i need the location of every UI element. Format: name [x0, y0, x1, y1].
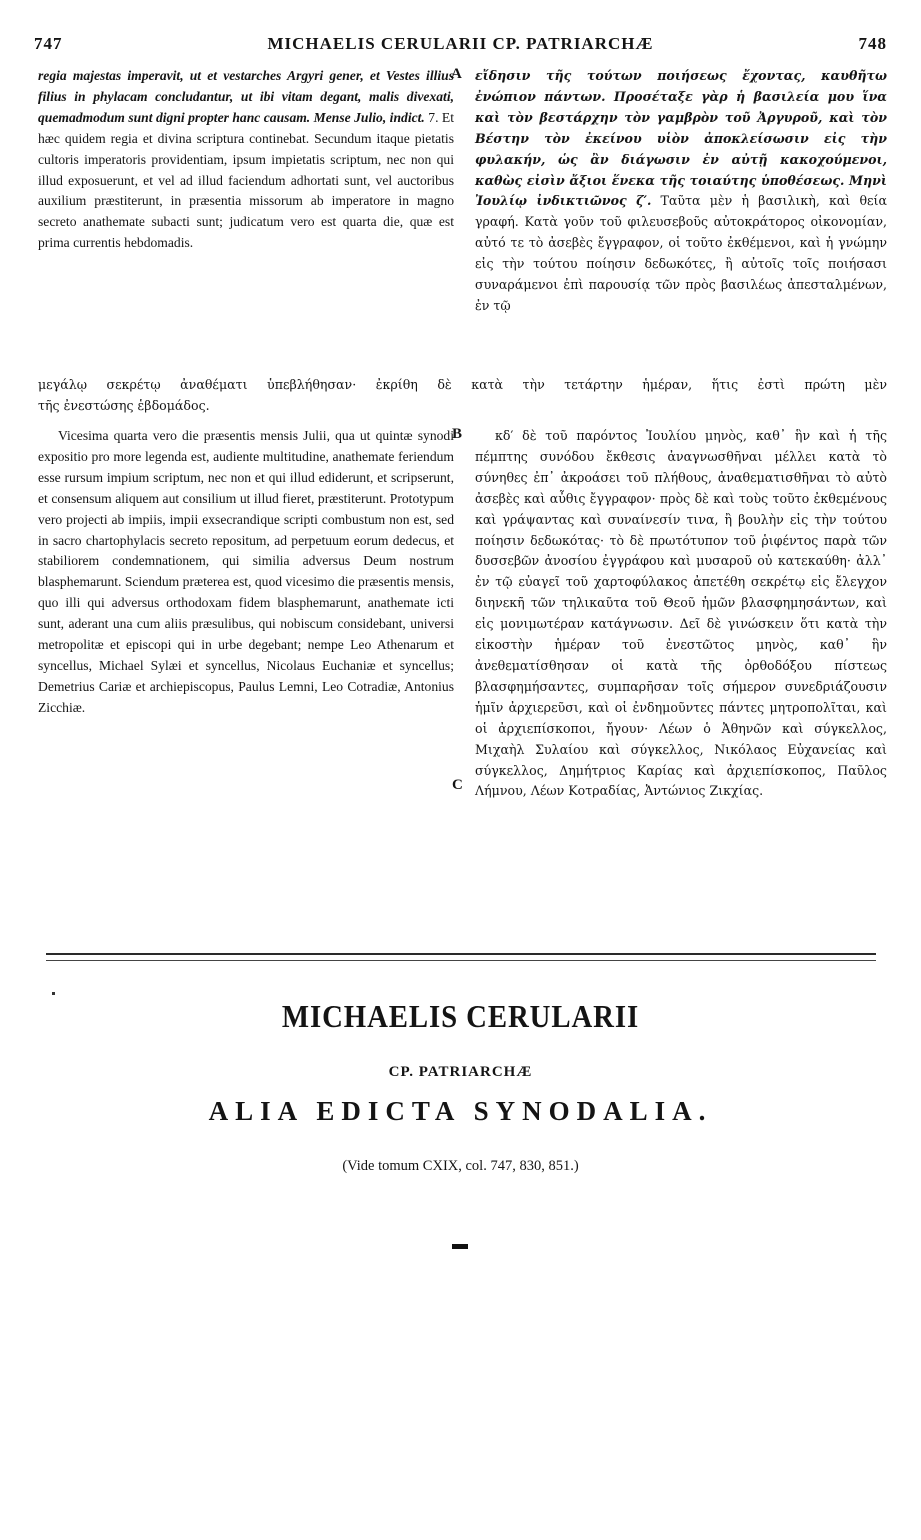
latin-paragraph-1	[38, 66, 454, 254]
greek-paragraph-1	[475, 66, 887, 317]
latin-roman-text: 7. Et hæc quidem regia et divina scriptura continebat. Secundum itaque pietatis cultoris imperatoris providentiam, ipsum impietatis scriptum, nec non qui illud exposuerunt, et vel ad illud faciendum adhortati sunt, vel auctoribus auxilium præstiterunt, in præsentia missorum ab imperatore in magno secreto anathemate subacti sunt; judicatum vero est quarta die, quæ est prima currentis hebdomadis.	[38, 109, 454, 251]
running-header	[34, 34, 887, 60]
section-marker-a: A	[451, 66, 462, 82]
ink-speck	[52, 992, 55, 995]
greek-spanning-text: μεγάλῳ σεκρέτῳ ἀναθέματι ὑπεβλήθησαν· ἐκρίθη δὲ κατὰ τὴν τετάρτην ἡμέραν, ἥτις ἐστὶ πρώτη μὲν	[38, 377, 887, 392]
section-heading: ALIA EDICTA SYNODALIA.	[208, 1096, 713, 1126]
page-number-left: 747	[34, 34, 63, 53]
section-divider-rule	[46, 953, 876, 955]
greek-paragraph-2: κδ′ δὲ τοῦ παρόντος Ἰουλίου μηνὸς, καθ᾽ ἣν καὶ ἡ τῆς πέμπτης συνόδου ἔκθεσις ἀναγνωσθῆναι μέλλει κατὰ τὸ σύνηθες ἐπ᾽ ἀκροάσει τοῦ πλήθους, ἀναθεματισθῆναι τὸ αὐτὸ ἀσεβὲς καὶ αὖθις ἔγγραφον· πρὸς δὲ καὶ τοὺς τοῦτο ἐκθεμένους καὶ γράψαντας καὶ συναίνεσίν τινα, ἢ βουλὴν εἰς τὴν τούτου ποίησιν δεδωκότας· τὸ δὲ πρωτότυπον τοῦ ῥιφέντος παρὰ τῶν δυσσεβῶν ἀνοσίου ἐγγράφου καὶ μυσαροῦ οὐ κατεκαύθη· ἀλλ᾽ ἐν τῷ εὐαγεῖ τοῦ χαρτοφύλακος ἀπετέθη σεκρέτῳ εἰς ἔλεγχον διηνεκῆ τῶν τηλικαῦτα τοῦ Θεοῦ ἡμῶν βλασφημησάντων, καὶ εἰς μονιμωτέραν κατάγνωσιν. Δεῖ δὲ γινώσκειν ὅτι κατὰ τὴν εἰκοστὴν ἡμέραν τοῦ ἐνεστῶτος μηνὸς, καθ᾽ ἣν ἀνεθεματίσθησαν οἱ κατὰ τῆς ὀρθοδόξου πίστεως βλασφημήσαντες, συμπαρῆσαν τοῖς σήμερον συνεδριάζουσιν ἡμῖν ἀρχιερεῦσι, καὶ οἱ ἐνδημοῦντες πάντες μητροπολῖται, καὶ οἱ ἀρχιεπίσκοποι, ἤγουν· Λέων ὁ Ἀθηνῶν καὶ σύγκελλος, Μιχαὴλ Συλαίου καὶ σύγκελλος, Νικόλαος Εὐχανείας καὶ σύγκελλος, Δημήτριος Καρίας καὶ ἀρχιεπίσκοπος, Παῦλος Λήμνου, Λέων Κοτραδίας, Ἀντώνιος Ζικχίας.	[475, 428, 887, 799]
section-note: (Vide tomum CXIX, col. 747, 830, 851.)	[342, 1158, 579, 1174]
section-title: MICHAELIS CERULARII	[281, 998, 640, 1034]
latin-paragraph-2: Vicesima quarta vero die præsentis mensis Julii, qua ut quintæ synodi expositio pro more legenda est, audiente multitudine, anathemate feriendum esse rursum impium scriptum, nec non et qui illud ediderunt, et scripserunt, et consensum aliquem aut consilium ut illud fieret, præstiterunt. Prototypum vero projecti ab impiis, impii exsecrandique scripti combustum non est, sed in sacro chartophylacis secreto repositum, ad perpetuum eorum dedecus, et stabiliorem condemnationem, qui similia adversus Deum nostrum blasphemarunt. Sciendum præterea est, quod vicesimo die præsentis mensis, quo illi qui adversus orthodoxam fidem blasphemarunt, anathemate icti sunt, aderant una cum aliis præsulibus, qui nobiscum considebant, universi metropolitæ et episcopi qui in urbe degebant; nempe Leo Athenarum et syncellus, Michael Sylæi et syncellus, Nicolaus Euchaniæ et syncellus; Demetrius Cariæ et archiepiscopus, Paulus Lemni, Leo Cotradiæ, Antonius Zicchiæ.	[38, 428, 454, 715]
greek-spanning-line	[38, 375, 887, 417]
section-marker-b: B	[452, 426, 463, 442]
greek-spanning-continuation: τῆς ἐνεστώσης ἑβδομάδος.	[38, 397, 210, 413]
latin-italic-text: regia majestas imperavit, ut et vestarches Argyri gener, et Vestes illius filius in phylacam concludantur, ut ibi vitam degant, malis divexati, quemadmodum sunt digni propter hanc causam. Mense Julio, indict.	[38, 68, 454, 125]
section-divider-rule-thin	[46, 960, 876, 961]
greek-italic-text: εἴδησιν τῆς τούτων ποιήσεως ἔχοντας, καυθῆτω ἐνώπιον πάντων. Προσέταξε γὰρ ἡ βασιλεία μου ἵνα καὶ τὸν βεστάρχην τὸν γαμβρὸν τοῦ Ἀργυροῦ, καὶ τὸν Βέστην τὸν ἐκείνου υἱὸν ἀποκλείσωσιν εἰς τὴν φυλακήν, ὡς ἂν διάγωσιν ἐν αὐτῇ κακοχούμενοι, καθὼς εἰσὶν ἄξιοι ἕνεκα τῆς τοιαύτης ὑποθέσεως. Μηνὶ Ἰουλίῳ ἰνδικτιῶνος ζ′.	[475, 68, 887, 209]
section-subtitle: CP. PATRIARCHÆ	[388, 1064, 533, 1080]
closing-dash	[452, 1244, 468, 1249]
page-number-right: 748	[858, 34, 887, 53]
running-title: MICHAELIS CERULARII CP. PATRIARCHÆ	[267, 34, 654, 53]
section-marker-c: C	[452, 777, 463, 793]
greek-roman-text: Ταῦτα μὲν ἡ βασιλικὴ, καὶ θεία γραφή. Κατὰ γοῦν τοῦ φιλευσεβοῦς αὐτοκράτορος οἰκονομίαν, αὐτό τε τὸ ἀσεβὲς ἔγγραφον, οἱ τοῦτο ἐκθέμενοι, καὶ ἡ γνώμην εἰς τὴν τούτου ποίησιν δεδωκότες, ἢ αὐτοῖς τοῖς ποιήσασι συναράμενοι ἐπὶ παρουσίᾳ τῶν πρὸς βασιλέως ἀπεσταλμένων, ἐν τῷ	[475, 193, 888, 313]
